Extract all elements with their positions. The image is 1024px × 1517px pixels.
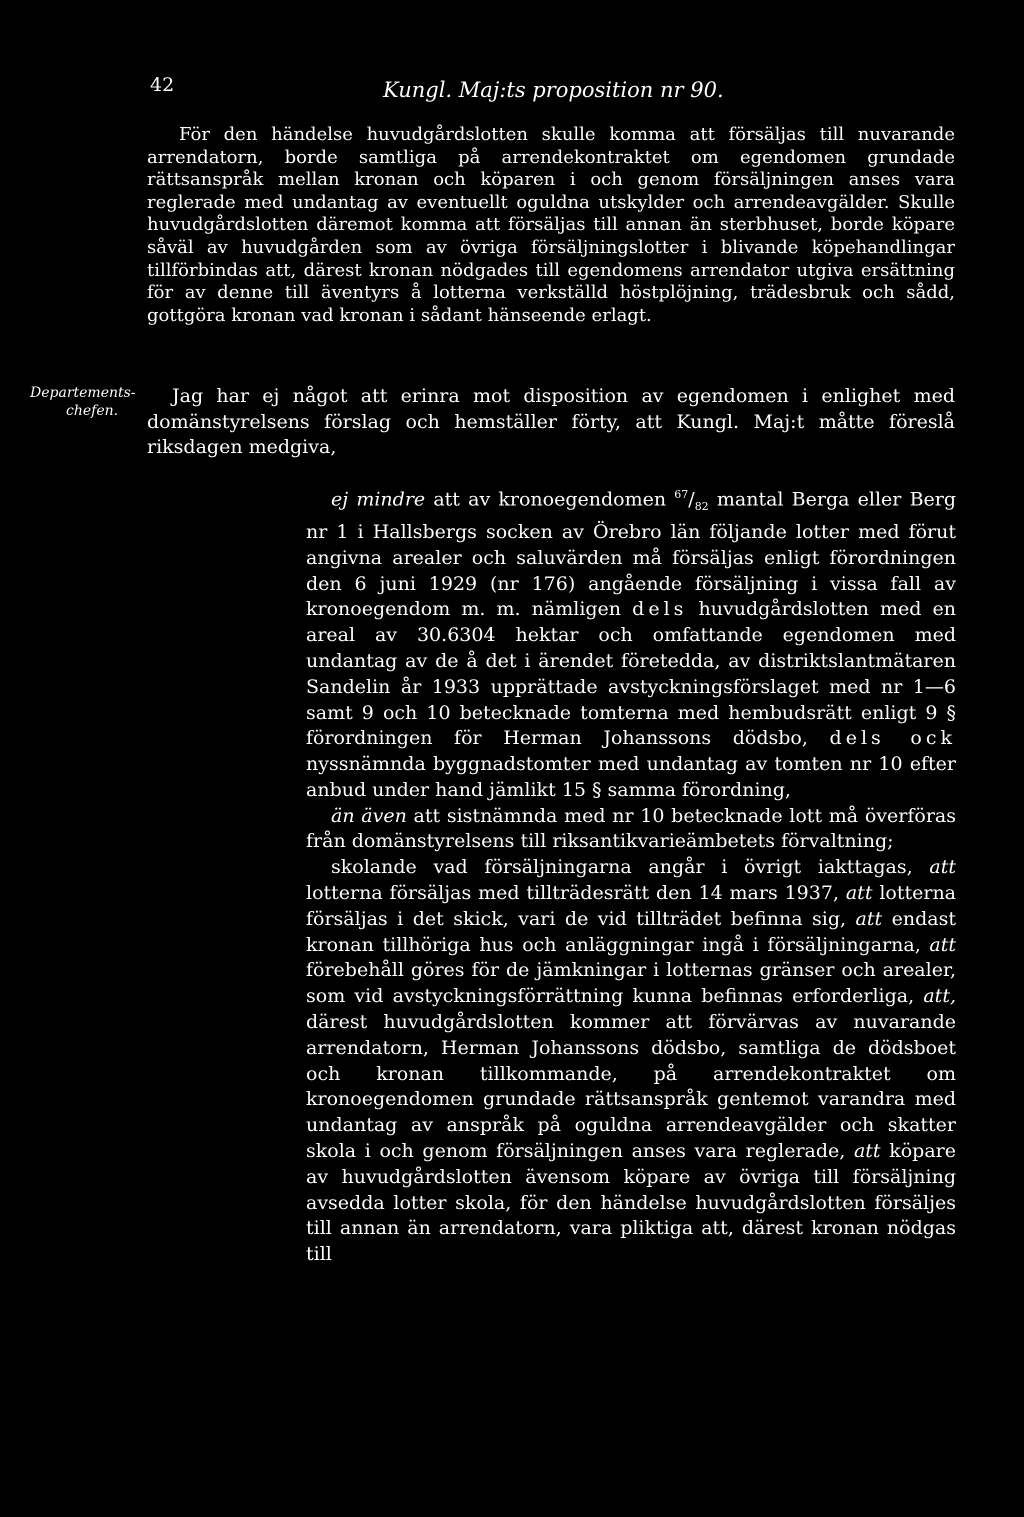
spaced-word: dels ock xyxy=(829,727,956,750)
clause-lead: ej mindre xyxy=(331,488,426,511)
fraction-denominator: 82 xyxy=(694,500,709,514)
text: att sistnämnda med nr 10 betecknade lott må överföras från domänstyrelsens till riksantikvarieämbetets förvaltning; xyxy=(306,804,956,853)
spaced-word: dels xyxy=(632,598,688,621)
text: därest huvudgårdslotten kommer att förvärvas av nuvarande arrendatorn, Herman Johanssons dödsbo, samtliga de dödsboet och kronan tillkommande, på arrendekontraktet om kronoegendomen grundade rättsanspråk gentemot varandra med undantag av anspråk på oguldna arrendeavgälder och skatter skola i och genom försäljningen anses vara reglerade, xyxy=(306,1011,956,1163)
page-number: 42 xyxy=(150,74,175,96)
margin-note-line-1: Departements- xyxy=(30,385,136,401)
text: skolande vad försäljningarna angår i övrigt iakttagas, xyxy=(331,856,930,879)
proposal-block xyxy=(306,482,956,1268)
fraction-slash: / xyxy=(688,488,695,511)
text: mantal Berga eller Berg nr 1 i Hallsbergs socken av Örebro län följande lotter med förut angivna arealer och saluvärden må försäljas enligt förordningen den 6 juni 1929 (nr 176) angående försäljning i vissa fall av kronoegendom m. m. nämligen xyxy=(306,488,957,621)
italic-att: att xyxy=(855,907,883,930)
italic-att: att xyxy=(853,1140,881,1163)
paragraph-1: För den händelse huvudgårdslotten skulle komma att försäljas till nuvarande arrendatorn, borde samtliga på arrendekontraktet om egendomen grundade rättsanspråk mellan kronan och köparen i och genom försäljningen anses vara reglerade med undantag av eventuellt oguldna utskylder och arrendeavgälder. Skulle huvudgårdslotten däremot komma att försäljas till annan än sterbhuset, borde köpare såväl av huvudgården som av övriga försäljningslotter i blivande köpehandlingar tillförbindas att, därest kronan nödgades till egendomens arrendator utgiva ersättning för av denne till äventyrs å lotterna verkställd höstplöjning, trädesbruk och sådd, gottgöra kronan vad kronan i sådant hänseende erlagt. xyxy=(147,124,955,326)
text: endast kronan tillhöriga hus och anläggningar ingå i försäljningarna, xyxy=(306,907,956,956)
text: lotterna försäljas i det skick, vari de vid tillträdet befinna sig, xyxy=(306,882,957,930)
margin-note-line-2: chefen. xyxy=(66,403,119,419)
italic-att: att xyxy=(929,856,956,879)
margin-note xyxy=(30,384,136,420)
italic-att: att xyxy=(929,933,956,956)
text: nyssnämnda byggnadstomter med undantag av tomten nr 10 efter anbud under hand jämlikt 15 § samma förordning, xyxy=(306,753,956,801)
proposal-clause-2 xyxy=(306,804,956,856)
text: lotterna försäljas med tillträdesrätt den 14 mars 1937, xyxy=(306,882,846,905)
text: köpare av huvudgårdslotten ävensom köpare av övriga till försäljning avsedda lotter skola, för den händelse huvudgårdslotten försäljes till annan än arrendatorn, vara pliktiga att, därest kronan nödgas till xyxy=(306,1140,956,1266)
italic-att: att xyxy=(845,882,873,905)
running-title: Kungl. Maj:ts proposition nr 90. xyxy=(383,78,724,102)
text: huvudgårdslotten med en areal av 30.6304 hektar och omfattande egendomen med undantag av de å det i ärendet företedda, av distriktslantmätaren Sandelin år 1933 upprättade avstyckningsförslaget med nr 1—6 samt 9 och 10 betecknade tomterna med hembudsrätt enligt 9 § förordningen för Herman Johanssons dödsbo, xyxy=(306,598,956,750)
text: förebehåll göres för de jämkningar i lotternas gränser och arealer, som vid avstyckningsförrättning kunna befinnas erforderliga, xyxy=(306,959,956,1008)
proposal-clause-3 xyxy=(306,855,956,1268)
clause-lead: än även xyxy=(331,804,407,827)
fraction-numerator: 67 xyxy=(674,488,689,501)
italic-att: att, xyxy=(923,985,956,1008)
proposal-clause-1 xyxy=(306,482,956,804)
text: att av kronoegendomen xyxy=(425,488,675,511)
paragraph-2: Jag har ej något att erinra mot disposition av egendomen i enlighet med domänstyrelsens förslag och hemställer förty, att Kungl. Maj:t måtte föreslå riksdagen medgiva, xyxy=(147,385,955,458)
